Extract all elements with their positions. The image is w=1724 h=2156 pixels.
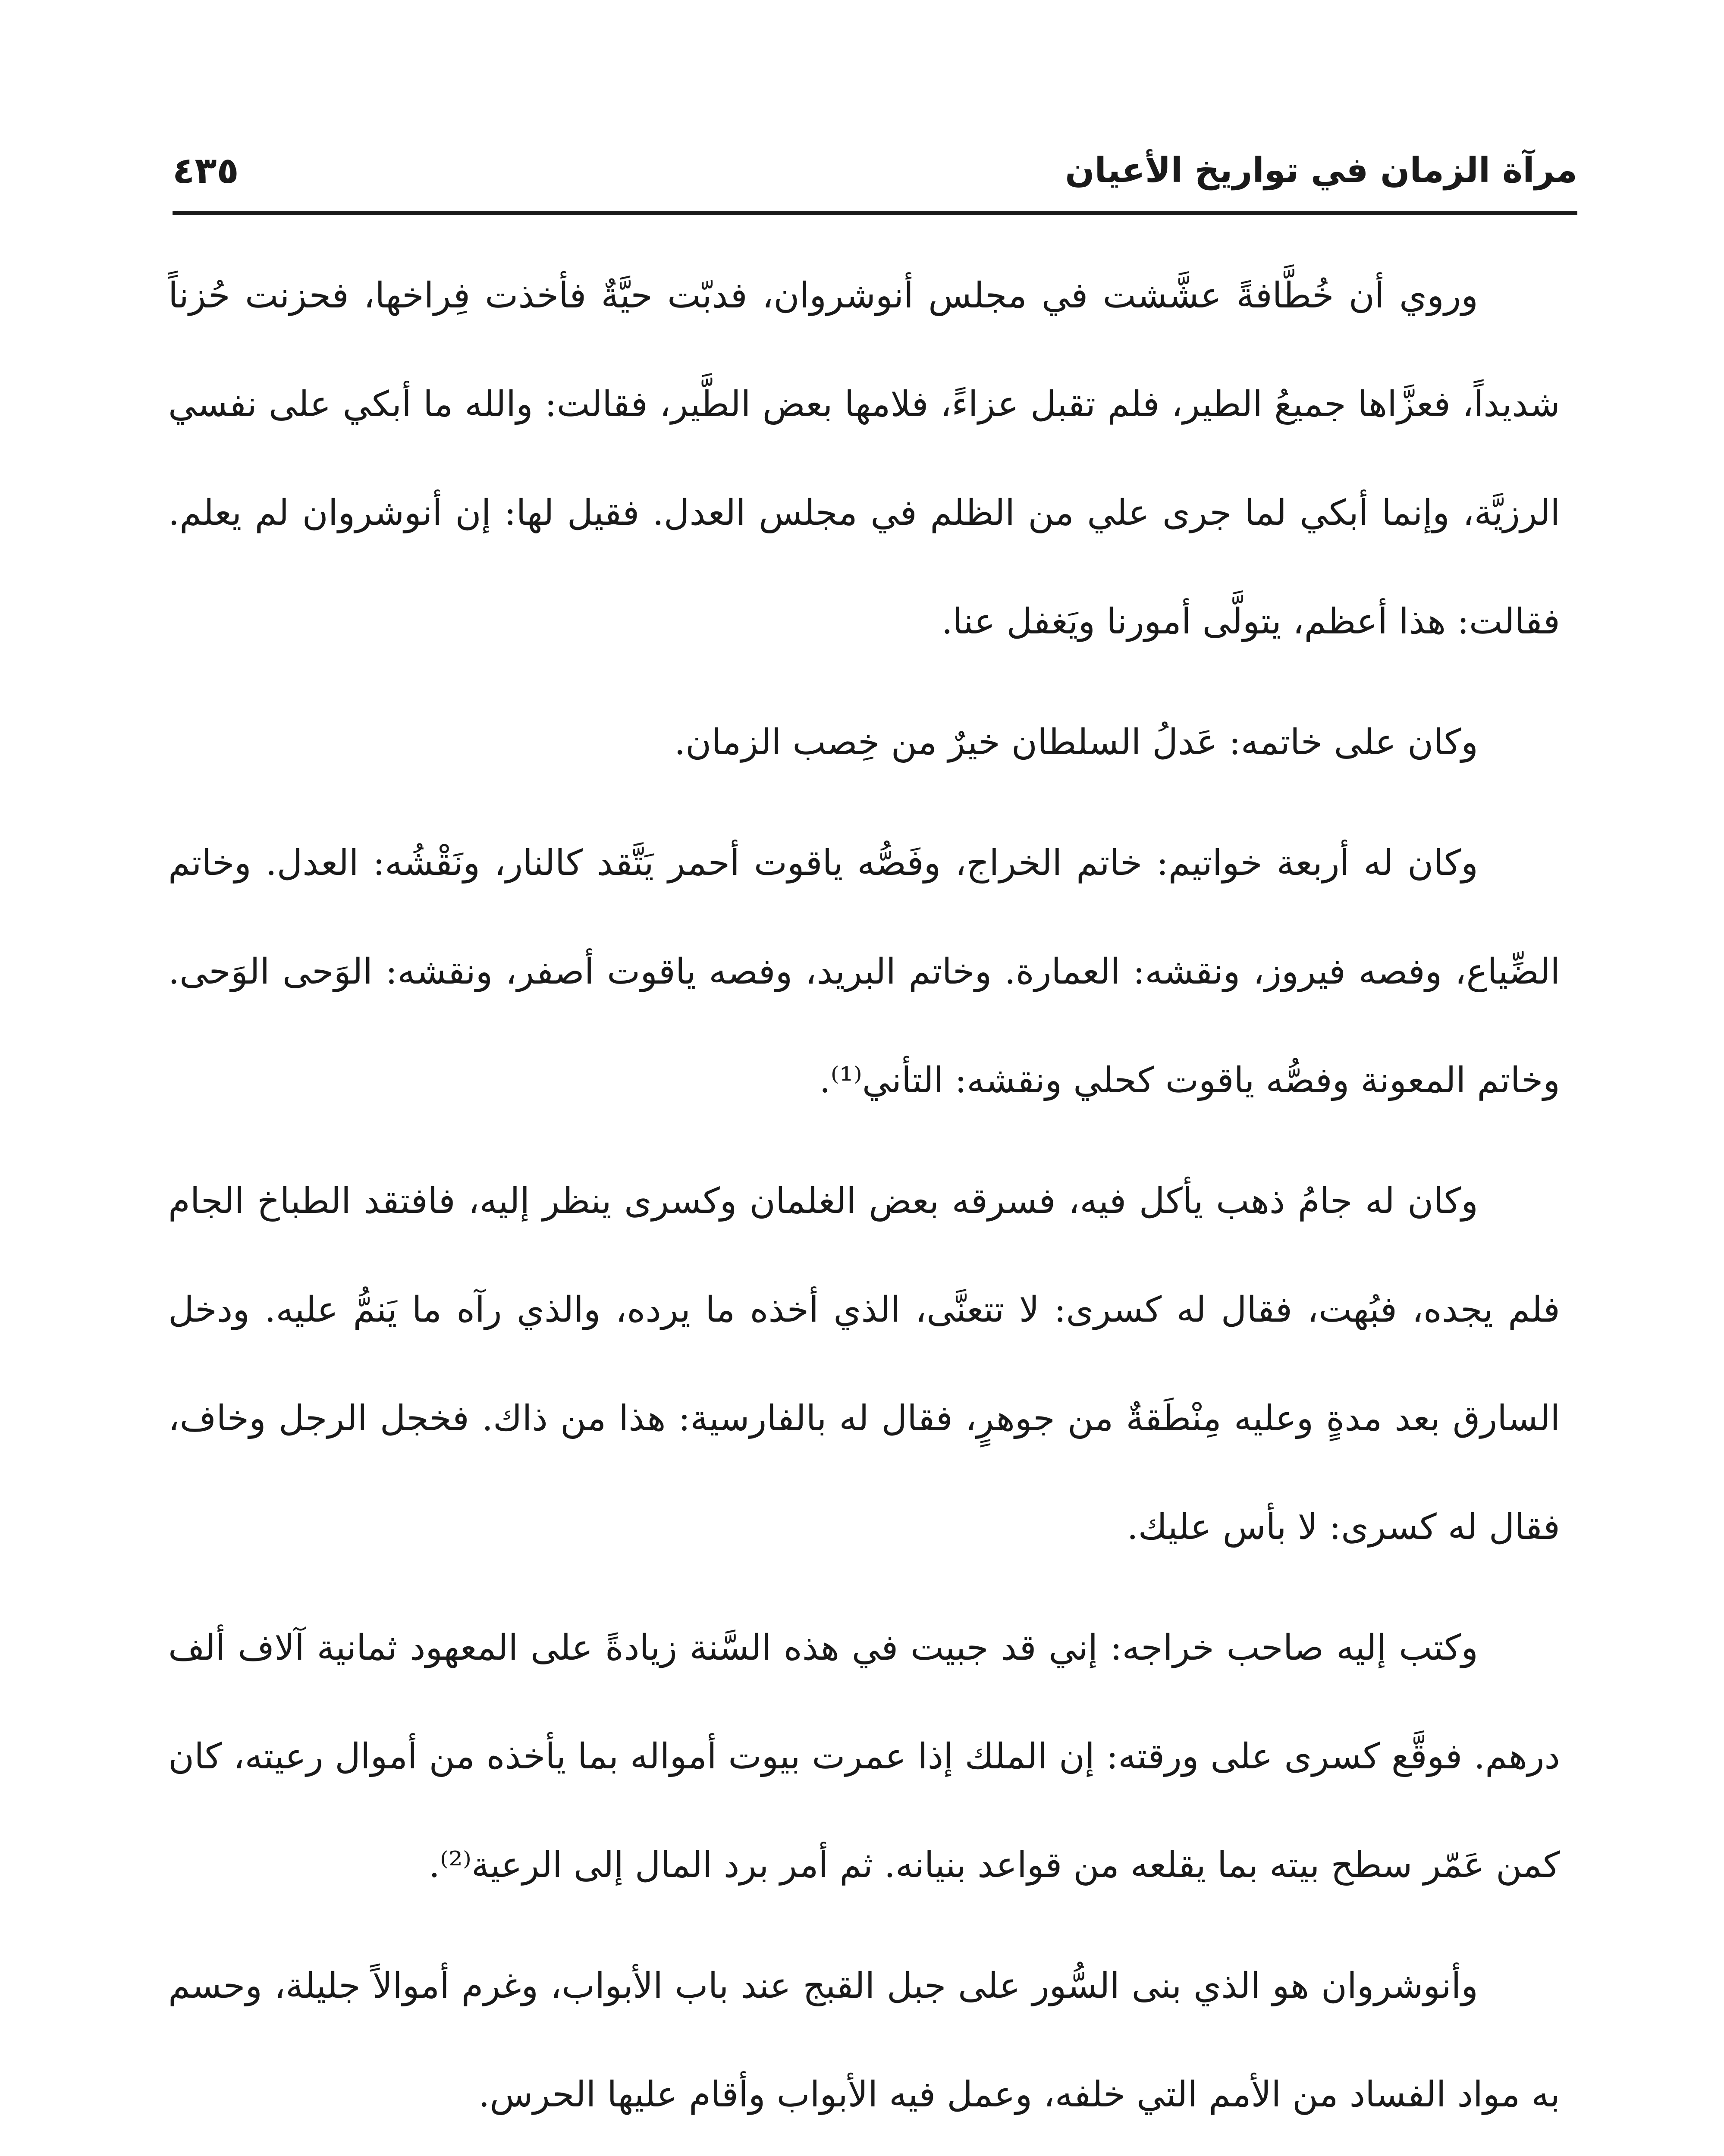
main-text	[168, 241, 1560, 2156]
paragraph: وأنوشروان هو الذي بنى السُّور على جبل القبج عند باب الأبواب، وغرم أموالاً جليلة، وحسم به مواد الفساد من الأمم التي خلفه، وعمل فيه الأبواب وأقام عليها الحرس.	[168, 1965, 1560, 2115]
book-title: مرآة الزمان في تواريخ الأعيان	[1065, 150, 1577, 190]
page-number: ٤٣٥	[173, 149, 239, 191]
paragraph: وكان له أربعة خواتيم: خاتم الخراج، وفَصُّه ياقوت أحمر يَتَّقد كالنار، ونَقْشُه: العدل. وخاتم الضِّياع، وفصه فيروز، ونقشه: العمارة. وخاتم البريد، وفصه ياقوت أصفر، ونقشه: الوَحى الوَحى. وخاتم المعونة وفصُّه ياقوت كحلي ونقشه: التأني⁽¹⁾.	[168, 843, 1560, 1101]
paragraph: وكان على خاتمه: عَدلُ السلطان خيرٌ من خِصب الزمان.	[674, 722, 1478, 763]
running-header	[173, 129, 1577, 215]
paragraph: وروي أن خُطَّافةً عشَّشت في مجلس أنوشروان، فدبّت حيَّةٌ فأخذت فِراخها، فحزنت حُزناً شديداً، فعزَّاها جميعُ الطير، فلم تقبل عزاءً، فلامها بعض الطَّير، فقالت: والله ما أبكي على نفسي الرزيَّة، وإنما أبكي لما جرى علي من الظلم في مجلس العدل. فقيل لها: إن أنوشروان لم يعلم. فقالت: هذا أعظم، يتولَّى أمورنا ويَغفل عنا.	[168, 275, 1560, 642]
paragraph: وكتب إليه صاحب خراجه: إني قد جبيت في هذه السَّنة زيادةً على المعهود ثمانية آلاف ألف درهم. فوقَّع كسرى على ورقته: إن الملك إذا عمرت بيوت أمواله بما يأخذه من أموال رعيته، كان كمن عَمّر سطح بيته بما يقلعه من قواعد بنيانه. ثم أمر برد المال إلى الرعية⁽²⁾.	[168, 1627, 1560, 1886]
paragraph: وكان له جامُ ذهب يأكل فيه، فسرقه بعض الغلمان وكسرى ينظر إليه، فافتقد الطباخ الجام فلم يجده، فبُهت، فقال له كسرى: لا تتعنَّى، الذي أخذه ما يرده، والذي رآه ما يَنمُّ عليه. ودخل السارق بعد مدةٍ وعليه مِنْطَقةٌ من جوهرٍ، فقال له بالفارسية: هذا من ذاك. فخجل الرجل وخاف، فقال له كسرى: لا بأس عليك.	[168, 1181, 1560, 1548]
